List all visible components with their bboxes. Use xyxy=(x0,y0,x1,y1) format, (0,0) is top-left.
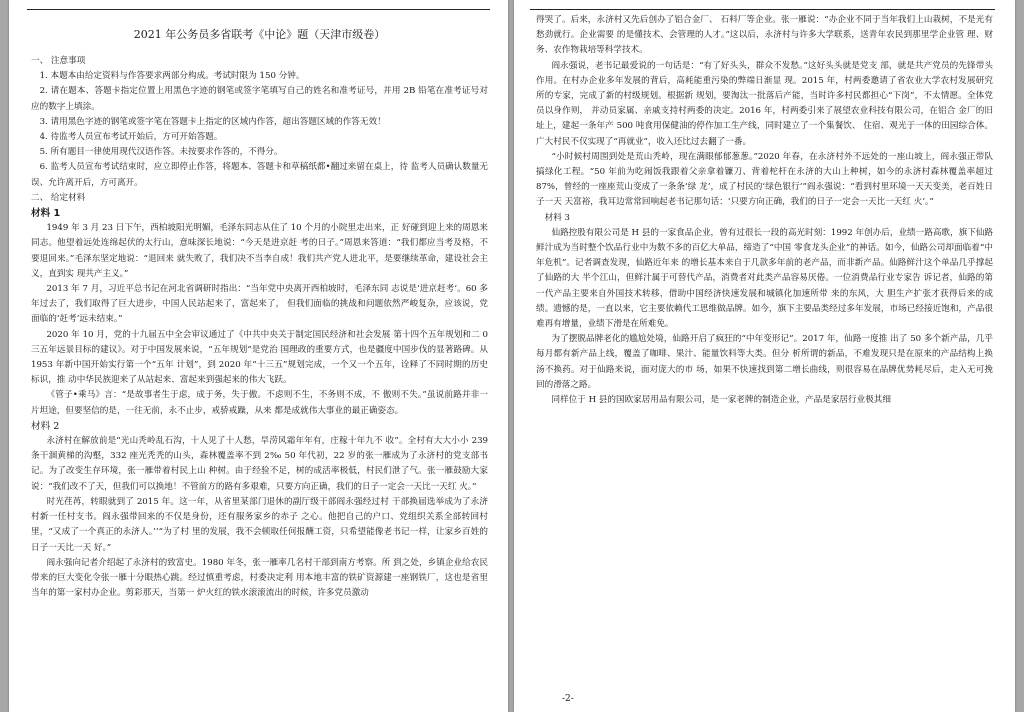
material-3-paragraph: 为了摆脱品牌老化的尴尬处境，仙路开启了疯狂的“中年变形记”。2017 年，仙路一度推 出了 50 多个新产品，几乎每月都有新产品上线，覆盖了咖啡、果汁、能量饮料等大类。但分 析所谓的新品，不难发现只是在原来的产品结构上换汤不换药。对于仙路来说，面对庞大的市 场，如果不快速找到第二增长曲线，则很容易在品牌优势耗尽后，走入无可挽回的滑落之路。 xyxy=(536,334,993,390)
material-3-paragraph: 同样位于 H 县的国欧家居用品有限公司，是一家老牌的制造企业，产品是家居行业极其细 xyxy=(551,395,891,406)
material-1-heading: 材料 1 xyxy=(31,208,61,220)
note-item: 2. 请在题本、答题卡指定位置上用黑色字迹的钢笔或签字笔填写自己的姓名和准考证号，并用 2B 铅笔在准考证号对应的数字上填涂。 xyxy=(31,86,488,112)
material-3-paragraph: 仙路控股有限公司是 H 县的一家食品企业，曾有过很长一段的高光时刻：1992 年创办后，业绩一路高歌，旗下仙路鲜汁成为当时整个饮品行业中为数不多的百亿大单品，缔造了“中国 零食龙头企业”的神话。如今，仙路公司却面临着“中年危机”。记者调查发现，仙路近年来 的增长基本来自于几款多年前的老产品，而非新产品。仙路鲜汁这个单品几乎撑起了仙路的大 半个江山，但鲜汁属于可替代产品，消费者对此类产品容易厌倦。一位消费品行业专家告 诉记者，仙路的第一代产品主要来自外国技术转移，借助中国经济快速发展和城镇化加速所带 来的东风，大 胆生产扩张才获得后来的成绩。遗憾的是，一直以来，它主要依赖代工思维做品牌。如今，旗下主要品类经过多年发展，市场已经接近饱和，产品很难再有增量，业绩下滑是在所难免。 xyxy=(536,227,993,330)
material-2-heading: 材料 2 xyxy=(31,420,60,432)
material-2-paragraph: 阎永强说，老书记最爱说的一句话是：“有了好头头，群众不发愁。”这好头头就是党支 部，就是共产党员的先锋带头作用。在村办企业多年发展的背后，高耗能重污染的弊端日渐显 现。2015 年，村两委邀请了省农业大学农村发展研究所的专家，完成了新的村级规划。根据新 规划，要淘汰一批落后产能，当时许多村民都担心“下岗”，不太情愿。全体党员以身作则， 并动员家属、亲戚支持村两委的决定。2016 年，村两委引来了展望农业科技有限公司，在铝合 金厂的旧址上，建起一条年产 500 吨食用保健油的停作加工生产线，同时建立了一个集餐饮、 住宿、观光于一体的田园综合体。广大村民不仅实现了“再就业”，收入还比过去翻了一番。 xyxy=(536,60,993,147)
material-1-paragraph: 2020 年 10 月，党的十九届五中全会审议通过了《中共中央关于制定国民经济和社会发展 第十四个五年规划和二 0 三五年远景目标的建议》。对于中国发展来说，“五年规划”是党治 国理政的重要方式，也是疆度中国步伐的显著路碑。从 1953 年新中国开始实行第一个“五年 计划”，到 2020 年“十三五”规划完成，一个又一个五年，诠释了不同时期的历史标识，推 动中华民族迎来了从站起来、富起来到强起来的伟大飞跃。 xyxy=(31,329,488,386)
material-1-paragraph: 《管子•乘马》言：“是故事者生于虑，成于务，失于傲。不虑则不生，不务则不成，不 傲则不失。”虽说前路并非一片坦途，但要坚信的是，一往无前，永不止步，戒骄戒躁，从来 都是成就伟大事业的最正确姿态。 xyxy=(31,390,488,416)
material-1-paragraph: 2013 年 7 月，习近平总书记在河北省调研时指出：“当年党中央离开西柏坡时，毛泽东同 志说是‘进京赶考’。60 多年过去了，我们取得了巨大进步，中国人民站起来了，富起来了， 但我们面临的挑战和问题依然严峻复杂，应该说，党面临的‘赶考’远未结束。” xyxy=(31,284,488,325)
note-item: 6. 监考人员宣布考试结束时，应立即停止作答，将题本、答题卡和草稿纸都•翻过来留在桌上，待 监考人员确认数量无误、允许离开后，方可离开。 xyxy=(31,162,489,188)
note-item: 1. 本题本由给定资料与作答要求两部分构成。考试时限为 150 分钟。 xyxy=(39,71,305,82)
header-rule xyxy=(27,9,490,10)
material-2-continued: 得哭了。后来，永济村又先后创办了铝合金厂、 石料厂等企业。张一雁说：“办企业不同于当年我们上山栽树，不是光有愁劲就行。企业需要 的是懂技术、会管理的人才。”这以后，永济村与许多大学联系，送青年农民到那里学企业管 理、财务、农作物栽培等科学技术。 xyxy=(536,15,993,56)
note-item: 4. 待监考人员宣布考试开始后，方可开始答题。 xyxy=(39,132,223,143)
document-title: 2021 年公务员多省联考《中论》题（天津市级卷） xyxy=(133,28,386,41)
page-1-content xyxy=(31,13,488,601)
section-heading-notes: 一、 注意事项 xyxy=(31,56,86,66)
section-heading-materials: 二、 给定材料 xyxy=(31,192,86,203)
material-1-paragraph: 1949 年 3 月 23 日下午，西柏坡阳光明媚，毛泽东同志从住了 10 个月的小院里走出来，正 好碰到迎上来的周恩来同志。他望着远处连绵起伏的太行山，意味深长地说：“今天是进京赶 考的日子。”周恩来答道：“我们都应当考及格，不要退回来。”毛泽东坚定地说：“退回来 就失败了，我们决不当李自成！我们共产党人进北平，是要继续革命，建设社会主义，直到实 现共产主义。” xyxy=(31,223,488,279)
material-2-paragraph: “小时候村周围到处是荒山秃岭，现在满眼郁郁葱葱。”2020 年春，在永济村外不远处的一座山坡上，阎永强正带队搞绿化工程。“50 年前为吃闹饭我跟着父亲拿着镰刀、背着柁杆在永济的大山上种树，如今的永济村森林覆盖率超过 87%，曾经的一座座荒山变成了一条条‘绿 龙’，成了村民的‘绿色银行’”阎永强说：“看到村里环境一天天变美，老百姓日子一天 天富裕，我耳边常常回响起老书记那句话：‘只要方向正确，我们的日子一定会一天比一天红 火’。” xyxy=(536,151,993,208)
note-item: 5. 所有题目一律使用现代汉语作答。未按要求作答的，不得分。 xyxy=(39,147,283,158)
material-3-heading: 材料 3 xyxy=(544,212,570,223)
header-rule xyxy=(530,9,995,10)
material-2-paragraph: 阎永强向记者介绍起了永济村的致富史。1980 年冬，张一雁率几名村干部到南方考察。所 到之处，乡镇企业给农民带来的巨大变化令张一雁十分眼热心跳。经过慎重考虑，村委决定利 用本地丰富的铁矿资源建一座钢铁厂，这也是省里当年的第一家村办企业。剪彩那天，当第一 炉火红的铁水滚滚流出的时候，许多党员激动 xyxy=(31,557,488,599)
page-number: -2- xyxy=(562,694,574,704)
note-item: 3. 请用黑色字迹的钢笔或签字笔在答题卡上指定的区域内作答，超出答题区域的作答无效！ xyxy=(39,116,386,127)
document-page-1 xyxy=(9,0,508,712)
material-2-paragraph: 永济村在解放前是“光山秃岭乱石沟，十人见了十人愁，旱涝风霜年年有，庄稼十年九不 收”。全村有大大小小 239 条干涸黄梯的沟壑，332 座光秃秃的山头，森林覆盖率不到 2‰ 50 年代初，22 岁的张一雁成为了永济村的党支部书记。为了改变生存环境，张一雁带着村民上山 种树。由于经验不足，树的成活率极低，村民们泄了气。张一雁鼓励大家说：“我们改不了天，但我们可以换地！不管前方的路有多艰难，只要方向正确，我们的日子一定会一天比一天红 火。” xyxy=(31,436,488,492)
material-2-paragraph: 时光荏苒，转眼就到了 2015 年。这一年，从省里某部门退休的副厅级干部阎永强经过村 干部换届选举成为了永济村新一任村支书。阎永强带回来的不仅是身份，还有服务家乡的赤子 之心。他把自己的户口、党组织关系全部转回村里，“又成了一个真正的永济人。’’“为了村 里的发展，我不会顿取任何报酬工资，只希望能像老书记一样，让家乡百姓的日子一天比一天 好。” xyxy=(31,496,488,553)
document-page-2 xyxy=(514,0,1015,712)
page-2-content xyxy=(536,13,993,408)
